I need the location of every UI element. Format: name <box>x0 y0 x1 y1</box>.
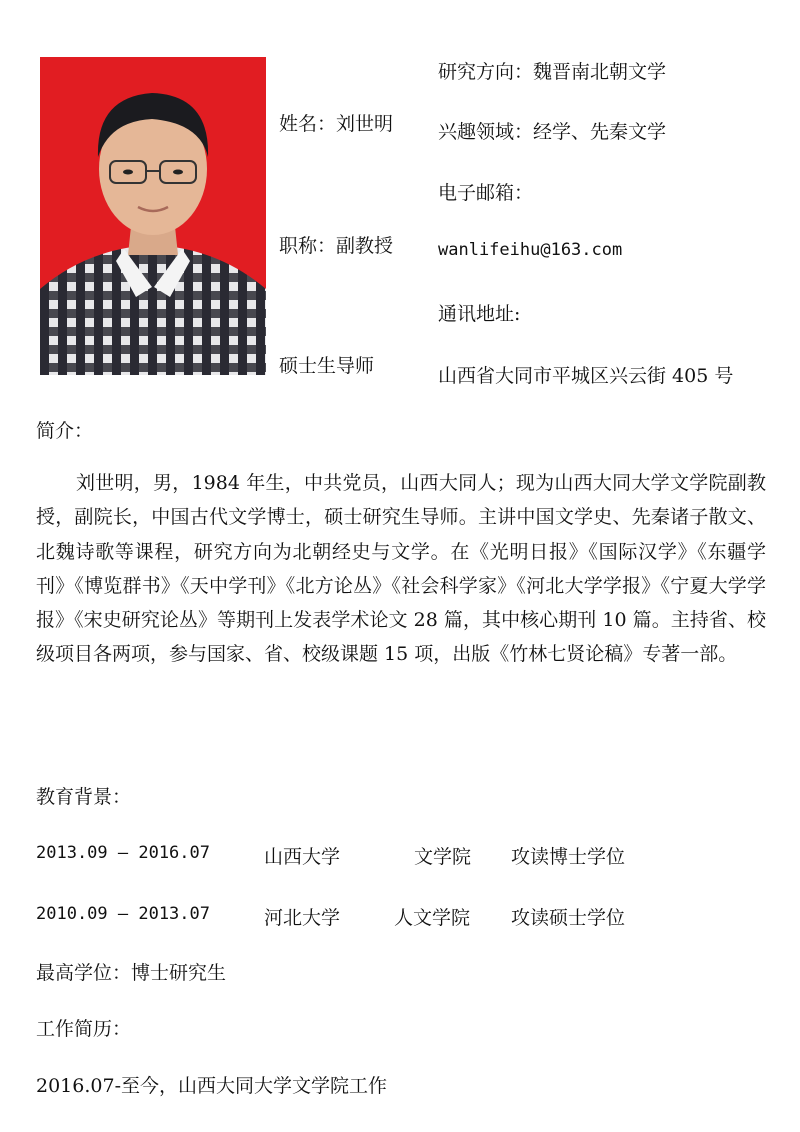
education-period: 2010.09 – 2013.07 <box>36 904 210 924</box>
education-heading: 教育背景： <box>36 786 132 808</box>
work-item: 2016.07-至今，山西大同大学文学院工作 <box>36 1075 387 1097</box>
email-value: wanlifeihu@163.com <box>438 240 623 260</box>
supervisor-field: 硕士生导师 <box>279 355 375 377</box>
education-period: 2013.09 – 2016.07 <box>36 843 210 863</box>
education-degree: 攻读硕士学位 <box>511 907 626 929</box>
intro-heading: 简介： <box>36 420 94 442</box>
research-field: 研究方向：魏晋南北朝文学 <box>438 61 667 83</box>
name-field: 姓名：刘世明 <box>279 113 394 135</box>
education-school: 山西大学 <box>264 846 341 868</box>
intro-text: 刘世明，男，1984 年生，中共党员，山西大同人；现为山西大同大学文学院副教授，副院长，中国古代文学博士，硕士研究生导师。主讲中国文学史、先秦诸子散文、北魏诗歌等课程，研究方向为北朝经史与文学。在《光明日报》《国际汉学》《东疆学刊》《博览群书》《天中学刊》《北方论丛》《社会科学家》《河北大学学报》《宁夏大学学报》《宋史研究论丛》等期刊上发表学术论文 28 篇，其中核心期刊 10 篇。主持省、校级项目各两项，参与国家、省、校级课题 15 项，出版《竹林七贤论稿》专著一部。 <box>36 472 766 666</box>
title-field: 职称：副教授 <box>279 235 394 257</box>
highest-degree: 最高学位：博士研究生 <box>36 962 227 984</box>
education-degree: 攻读博士学位 <box>511 846 626 868</box>
profile-photo <box>40 57 266 375</box>
address-value: 山西省大同市平城区兴云街 405 号 <box>438 365 734 387</box>
education-college: 人文学院 <box>394 907 471 929</box>
email-label: 电子邮箱： <box>438 182 534 204</box>
interest-field: 兴趣领域：经学、先秦文学 <box>438 121 667 143</box>
work-heading: 工作简历： <box>36 1018 132 1040</box>
address-label: 通讯地址: <box>438 303 521 325</box>
education-college: 文学院 <box>414 846 472 868</box>
education-school: 河北大学 <box>264 907 341 929</box>
